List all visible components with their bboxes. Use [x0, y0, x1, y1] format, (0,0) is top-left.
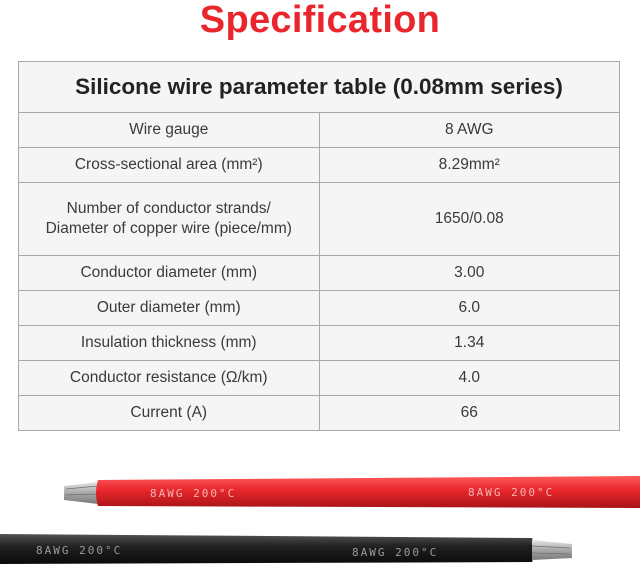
table-row: [19, 113, 620, 148]
row-value: 8.29mm²: [319, 148, 620, 183]
row-label: Conductor resistance (Ω/km): [19, 361, 320, 396]
table-row: [19, 256, 620, 291]
red-wire: [64, 476, 640, 508]
table-row: [19, 326, 620, 361]
table-title: Silicone wire parameter table (0.08mm series): [19, 62, 620, 113]
row-value: 1650/0.08: [319, 183, 620, 256]
red-wire-copper-strands: [64, 482, 98, 504]
row-label: Conductor diameter (mm): [19, 256, 320, 291]
red-wire-print: 8AWG 200°C: [150, 487, 237, 500]
table-row: [19, 148, 620, 183]
row-value: 1.34: [319, 326, 620, 361]
table-row: [19, 291, 620, 326]
wire-illustration: [0, 470, 640, 564]
row-value: 66: [319, 396, 620, 431]
row-label: Current (A): [19, 396, 320, 431]
spec-table: [18, 61, 620, 431]
row-value: 3.00: [319, 256, 620, 291]
black-wire: [0, 534, 572, 564]
row-value: 4.0: [319, 361, 620, 396]
page-heading: Specification: [199, 0, 441, 41]
table-row: [19, 183, 620, 256]
row-value: 6.0: [319, 291, 620, 326]
row-label-line: Diameter of copper wire (piece/mm): [45, 220, 292, 237]
black-wire-print: 8AWG 200°C: [352, 546, 439, 559]
black-wire-print: 8AWG 200°C: [36, 544, 123, 557]
table-row: [19, 361, 620, 396]
row-value: 8 AWG: [319, 113, 620, 148]
row-label-line: Number of conductor strands/: [66, 200, 271, 217]
table-title-row: [19, 62, 620, 113]
red-wire-print: 8AWG 200°C: [468, 486, 555, 499]
row-label: Insulation thickness (mm): [19, 326, 320, 361]
row-label: [19, 183, 320, 256]
row-label: Wire gauge: [19, 113, 320, 148]
row-label: Outer diameter (mm): [19, 291, 320, 326]
black-wire-copper-strands: [532, 540, 572, 560]
table-row: [19, 396, 620, 431]
row-label: Cross-sectional area (mm²): [19, 148, 320, 183]
